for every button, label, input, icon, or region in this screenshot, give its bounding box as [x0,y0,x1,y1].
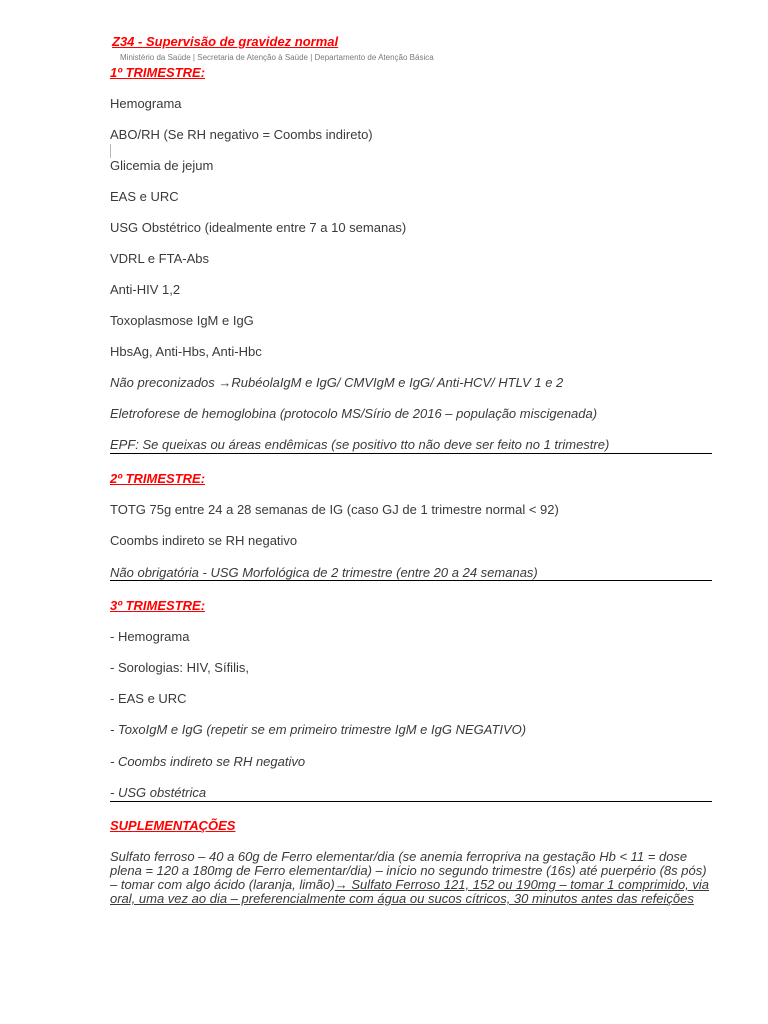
list-item: Não preconizados →RubéolaIgM e IgG/ CMVIgM e IgG/ Anti-HCV/ HTLV 1 e 2 [110,375,564,390]
section-divider [110,580,712,581]
list-item: Não obrigatória - USG Morfológica de 2 trimestre (entre 20 a 24 semanas) [110,565,538,580]
section-divider [110,801,712,802]
list-item: Coombs indireto se RH negativo [110,533,298,548]
list-item: Eletroforese de hemoglobina (protocolo MS/Sírio de 2016 – população miscigenada) [110,406,598,421]
heading-second-trimester: 2º TRIMESTRE: [110,471,206,486]
supplementation-prescription: → Sulfato Ferroso 121, 152 ou 190mg – tomar 1 comprimido, via oral, uma vez ao dia – preferencialmente com água ou sucos cítricos, 30 minutos antes das refeições [110,877,710,906]
supplementation-paragraph [110,850,710,906]
document-title: Z34 - Supervisão de gravidez normal [112,34,339,49]
list-item: EPF: Se queixas ou áreas endêmicas (se positivo tto não deve ser feito no 1 trimestre) [110,437,610,452]
list-item: HbsAg, Anti-Hbs, Anti-Hbc [110,344,262,359]
list-item: - EAS e URC [110,691,187,706]
list-item: - ToxoIgM e IgG (repetir se em primeiro trimestre IgM e IgG NEGATIVO) [110,722,527,737]
list-item: Toxoplasmose IgM e IgG [110,313,254,328]
list-item: Hemograma [110,96,182,111]
text-cursor [110,144,111,158]
list-item: - Sorologias: HIV, Sífilis, [110,660,249,675]
heading-first-trimester: 1º TRIMESTRE: [110,65,206,80]
list-item: ABO/RH (Se RH negativo = Coombs indireto) [110,127,373,142]
list-item: Anti-HIV 1,2 [110,282,181,297]
list-item: - Coombs indireto se RH negativo [110,754,306,769]
supplementation-text: Sulfato ferroso – 40 a 60g de Ferro elementar/dia (se anemia ferropriva na gestação Hb < 11 = dose plena = 120 a 180mg de Ferro elementar/dia) – início no segundo trimestre (16s) até puerpério (8s pós) – tomar com algo ácido (laranja, limão) [110,849,707,892]
heading-third-trimester: 3º TRIMESTRE: [110,598,206,613]
list-item: USG Obstétrico (idealmente entre 7 a 10 semanas) [110,220,407,235]
list-item: - Hemograma [110,629,190,644]
list-item: Glicemia de jejum [110,158,214,173]
section-divider [110,453,712,454]
list-item: EAS e URC [110,189,179,204]
list-item: TOTG 75g entre 24 a 28 semanas de IG (caso GJ de 1 trimestre normal < 92) [110,502,559,517]
list-item: VDRL e FTA-Abs [110,251,209,266]
source-subtitle: Ministério da Saúde | Secretaria de Atenção à Saúde | Departamento de Atenção Básica [120,53,434,62]
list-item: - USG obstétrica [110,785,207,800]
heading-supplementation: SUPLEMENTAÇÕES [110,818,236,833]
